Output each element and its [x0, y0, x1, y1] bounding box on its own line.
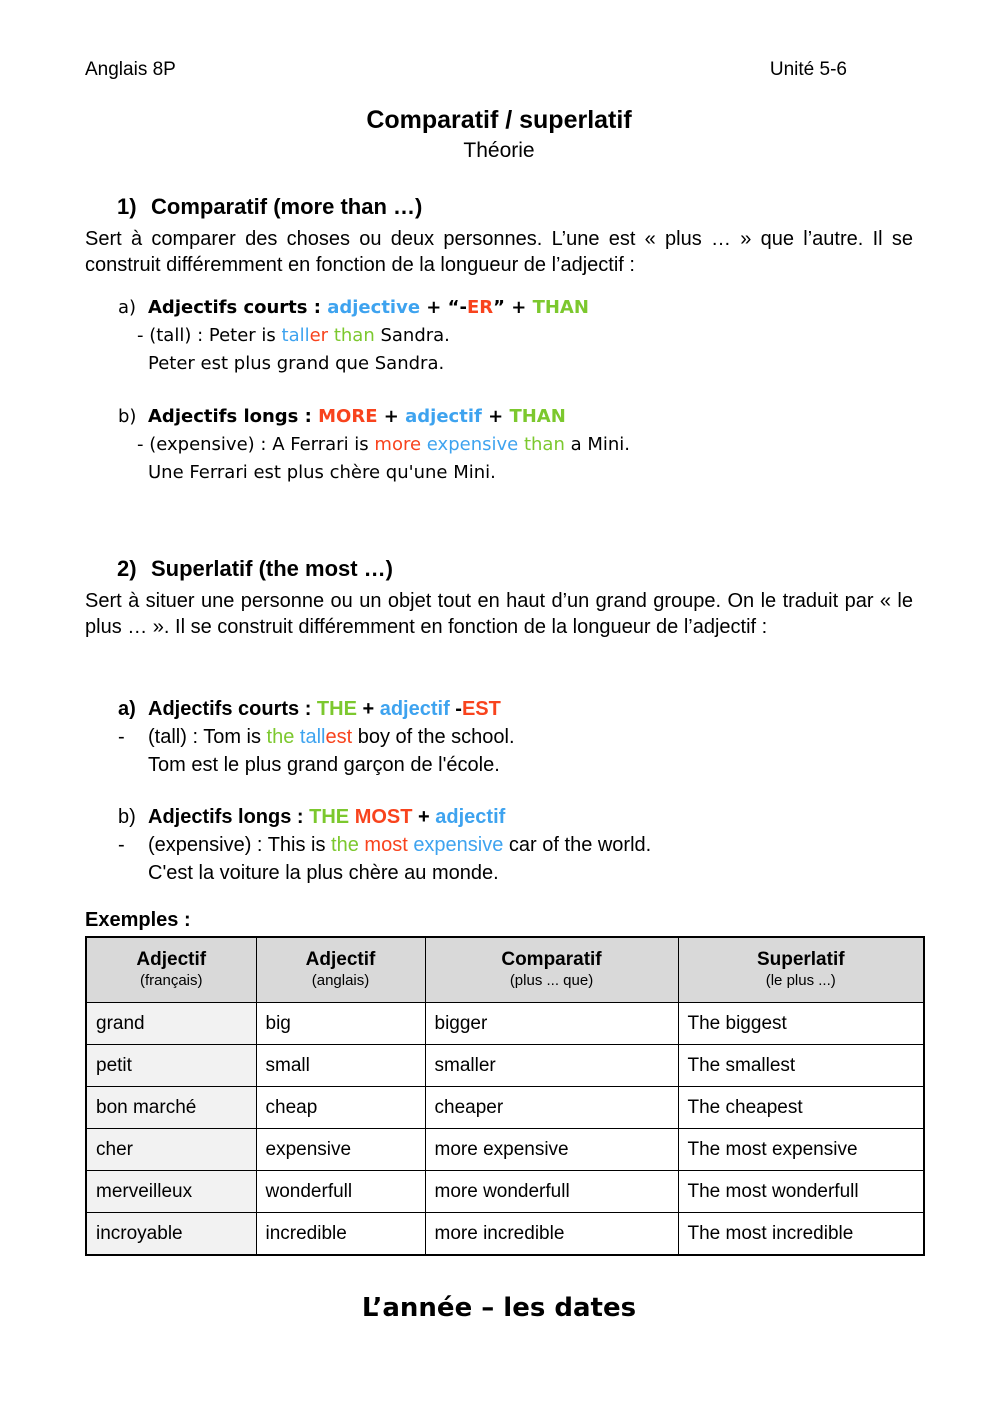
table-row	[86, 1213, 924, 1256]
text-segment: Adjectifs longs :	[148, 806, 310, 828]
text-segment: adjectif	[405, 406, 482, 427]
table-row	[86, 1087, 924, 1129]
text-segment: adjectif	[379, 698, 450, 720]
text-segment: er	[309, 325, 329, 346]
text-segment: the	[331, 834, 359, 856]
translation-line	[85, 459, 965, 487]
rule-long-adjectives-comparative	[85, 403, 965, 487]
text-segment: THAN	[509, 406, 566, 427]
text-segment: Adjectifs longs :	[148, 406, 319, 427]
table-cell: big	[256, 1003, 425, 1045]
table-row	[86, 1171, 924, 1213]
text-segment: the	[266, 726, 295, 748]
text-segment: more	[374, 434, 422, 455]
table-cell: The biggest	[678, 1003, 924, 1045]
text-segment: (expensive) : This is	[148, 834, 332, 856]
text-segment: +	[377, 406, 406, 427]
example-text	[137, 322, 965, 350]
column-title: Adjectif	[305, 949, 376, 970]
text-segment: +	[412, 806, 436, 828]
section-2-intro: Sert à situer une personne ou un objet tout en haut d’un grand groupe. On le traduit par « le plus … ». Il se construit différemment en fonction de la longueur de l’adjectif :	[85, 590, 913, 638]
example-line	[85, 431, 965, 459]
example-line	[85, 723, 965, 751]
text-segment: Sandra.	[374, 325, 450, 346]
column-subtitle: (anglais)	[311, 972, 370, 989]
col-header-adjectif-anglais	[256, 937, 425, 1003]
section-1-intro: Sert à comparer des choses ou deux personnes. L’une est « plus … » que l’autre. Il se construit différemment en fonction de la longueur de l’adjectif :	[85, 228, 913, 276]
text-segment: -	[449, 698, 462, 720]
example-text	[137, 431, 965, 459]
next-section-title: L’année – les dates	[361, 1293, 637, 1323]
formula-text	[148, 403, 965, 431]
list-marker: b)	[118, 806, 136, 828]
text-segment: Adjectifs courts :	[148, 297, 328, 318]
table-cell: grand	[86, 1003, 256, 1045]
text-segment: a Mini.	[564, 434, 631, 455]
table-cell: The most incredible	[678, 1213, 924, 1256]
table-header-row	[86, 937, 924, 1003]
text-segment: most	[364, 834, 408, 856]
text-segment: expensive	[413, 834, 504, 856]
rule-short-adjectives-comparative	[85, 294, 965, 378]
table-cell: smaller	[425, 1045, 678, 1087]
text-segment: tall	[281, 325, 310, 346]
text-segment: than	[523, 434, 565, 455]
table-cell: The smallest	[678, 1045, 924, 1087]
column-title: Superlatif	[756, 949, 845, 970]
table-cell: cheaper	[425, 1087, 678, 1129]
section-1-heading	[85, 194, 945, 220]
table-row	[86, 1003, 924, 1045]
formula-line	[85, 803, 965, 831]
text-segment: THAN	[532, 297, 589, 318]
text-segment: - (expensive) : A Ferrari is	[137, 434, 375, 455]
formula-text	[148, 695, 965, 723]
text-segment: THE	[316, 698, 357, 720]
example-text	[148, 831, 965, 859]
text-segment: THE	[309, 806, 350, 828]
example-line	[85, 322, 965, 350]
table-cell: cher	[86, 1129, 256, 1171]
page-title: Comparatif / superlatif	[366, 106, 632, 134]
column-subtitle: (plus ... que)	[509, 972, 594, 989]
translation-line	[85, 350, 965, 378]
unit-label: Unité 5-6	[769, 59, 847, 80]
column-subtitle: (français)	[139, 972, 203, 989]
column-title: Comparatif	[501, 949, 602, 970]
examples-table	[85, 936, 925, 1256]
course-label: Anglais 8P	[85, 59, 176, 80]
col-header-comparatif	[425, 937, 678, 1003]
document-header	[85, 59, 913, 81]
page-subtitle: Théorie	[463, 139, 535, 162]
table-cell: incroyable	[86, 1213, 256, 1256]
text-segment: + “-	[420, 297, 467, 318]
section-2-number: 2)	[117, 556, 137, 581]
text-segment: adjective	[327, 297, 421, 318]
section-1-heading-text: Comparatif (more than …)	[151, 194, 423, 219]
text-segment: MOST	[354, 806, 413, 828]
text-segment: +	[481, 406, 510, 427]
col-header-superlatif	[678, 937, 924, 1003]
text-segment: ER	[466, 297, 494, 318]
table-cell: The cheapest	[678, 1087, 924, 1129]
table-cell: small	[256, 1045, 425, 1087]
col-header-adjectif-francais	[86, 937, 256, 1003]
list-marker: a)	[118, 698, 136, 720]
translation-text: Une Ferrari est plus chère qu'une Mini.	[148, 462, 496, 483]
text-segment: car of the world.	[503, 834, 652, 856]
example-line	[85, 831, 965, 859]
text-segment: Adjectifs courts :	[148, 698, 317, 720]
formula-line	[85, 294, 965, 322]
column-subtitle: (le plus ...)	[765, 972, 836, 989]
formula-line	[85, 695, 965, 723]
table-cell: more wonderfull	[425, 1171, 678, 1213]
section-2-heading	[85, 556, 945, 582]
text-segment: est	[325, 726, 353, 748]
text-segment: +	[356, 698, 380, 720]
table-cell: more incredible	[425, 1213, 678, 1256]
table-cell: bigger	[425, 1003, 678, 1045]
example-text	[148, 723, 965, 751]
text-segment: - (tall) : Peter is	[137, 325, 282, 346]
text-segment: expensive	[426, 434, 519, 455]
section-1-number: 1)	[117, 194, 137, 219]
text-segment: adjectif	[435, 806, 506, 828]
translation-text: C'est la voiture la plus chère au monde.	[148, 862, 499, 884]
translation-text: Tom est le plus grand garçon de l'école.	[148, 754, 500, 776]
rule-long-adjectives-superlative	[85, 803, 965, 887]
dash-bullet: -	[118, 834, 125, 856]
table-cell: cheap	[256, 1087, 425, 1129]
table-cell: bon marché	[86, 1087, 256, 1129]
rule-short-adjectives-superlative	[85, 695, 965, 779]
examples-label: Exemples :	[85, 909, 191, 931]
text-segment: EST	[461, 698, 501, 720]
table-cell: The most wonderfull	[678, 1171, 924, 1213]
table-cell: petit	[86, 1045, 256, 1087]
translation-line	[85, 859, 965, 887]
translation-line	[85, 751, 965, 779]
column-title: Adjectif	[136, 949, 207, 970]
table-cell: expensive	[256, 1129, 425, 1171]
formula-text	[148, 803, 965, 831]
translation-text: Peter est plus grand que Sandra.	[148, 353, 445, 374]
text-segment: boy of the school.	[352, 726, 515, 748]
list-marker: b)	[118, 406, 137, 427]
table-cell: more expensive	[425, 1129, 678, 1171]
table-row	[86, 1129, 924, 1171]
table-cell: wonderfull	[256, 1171, 425, 1213]
table-cell: The most expensive	[678, 1129, 924, 1171]
text-segment: (tall) : Tom is	[148, 726, 267, 748]
table-row	[86, 1045, 924, 1087]
formula-text	[148, 294, 965, 322]
list-marker: a)	[118, 297, 137, 318]
text-segment: ” +	[493, 297, 533, 318]
formula-line	[85, 403, 965, 431]
dash-bullet: -	[118, 726, 125, 748]
section-2-heading-text: Superlatif (the most …)	[151, 556, 394, 581]
text-segment: than	[333, 325, 375, 346]
table-cell: merveilleux	[86, 1171, 256, 1213]
table-cell: incredible	[256, 1213, 425, 1256]
text-segment: tall	[299, 726, 326, 748]
text-segment: MORE	[318, 406, 378, 427]
